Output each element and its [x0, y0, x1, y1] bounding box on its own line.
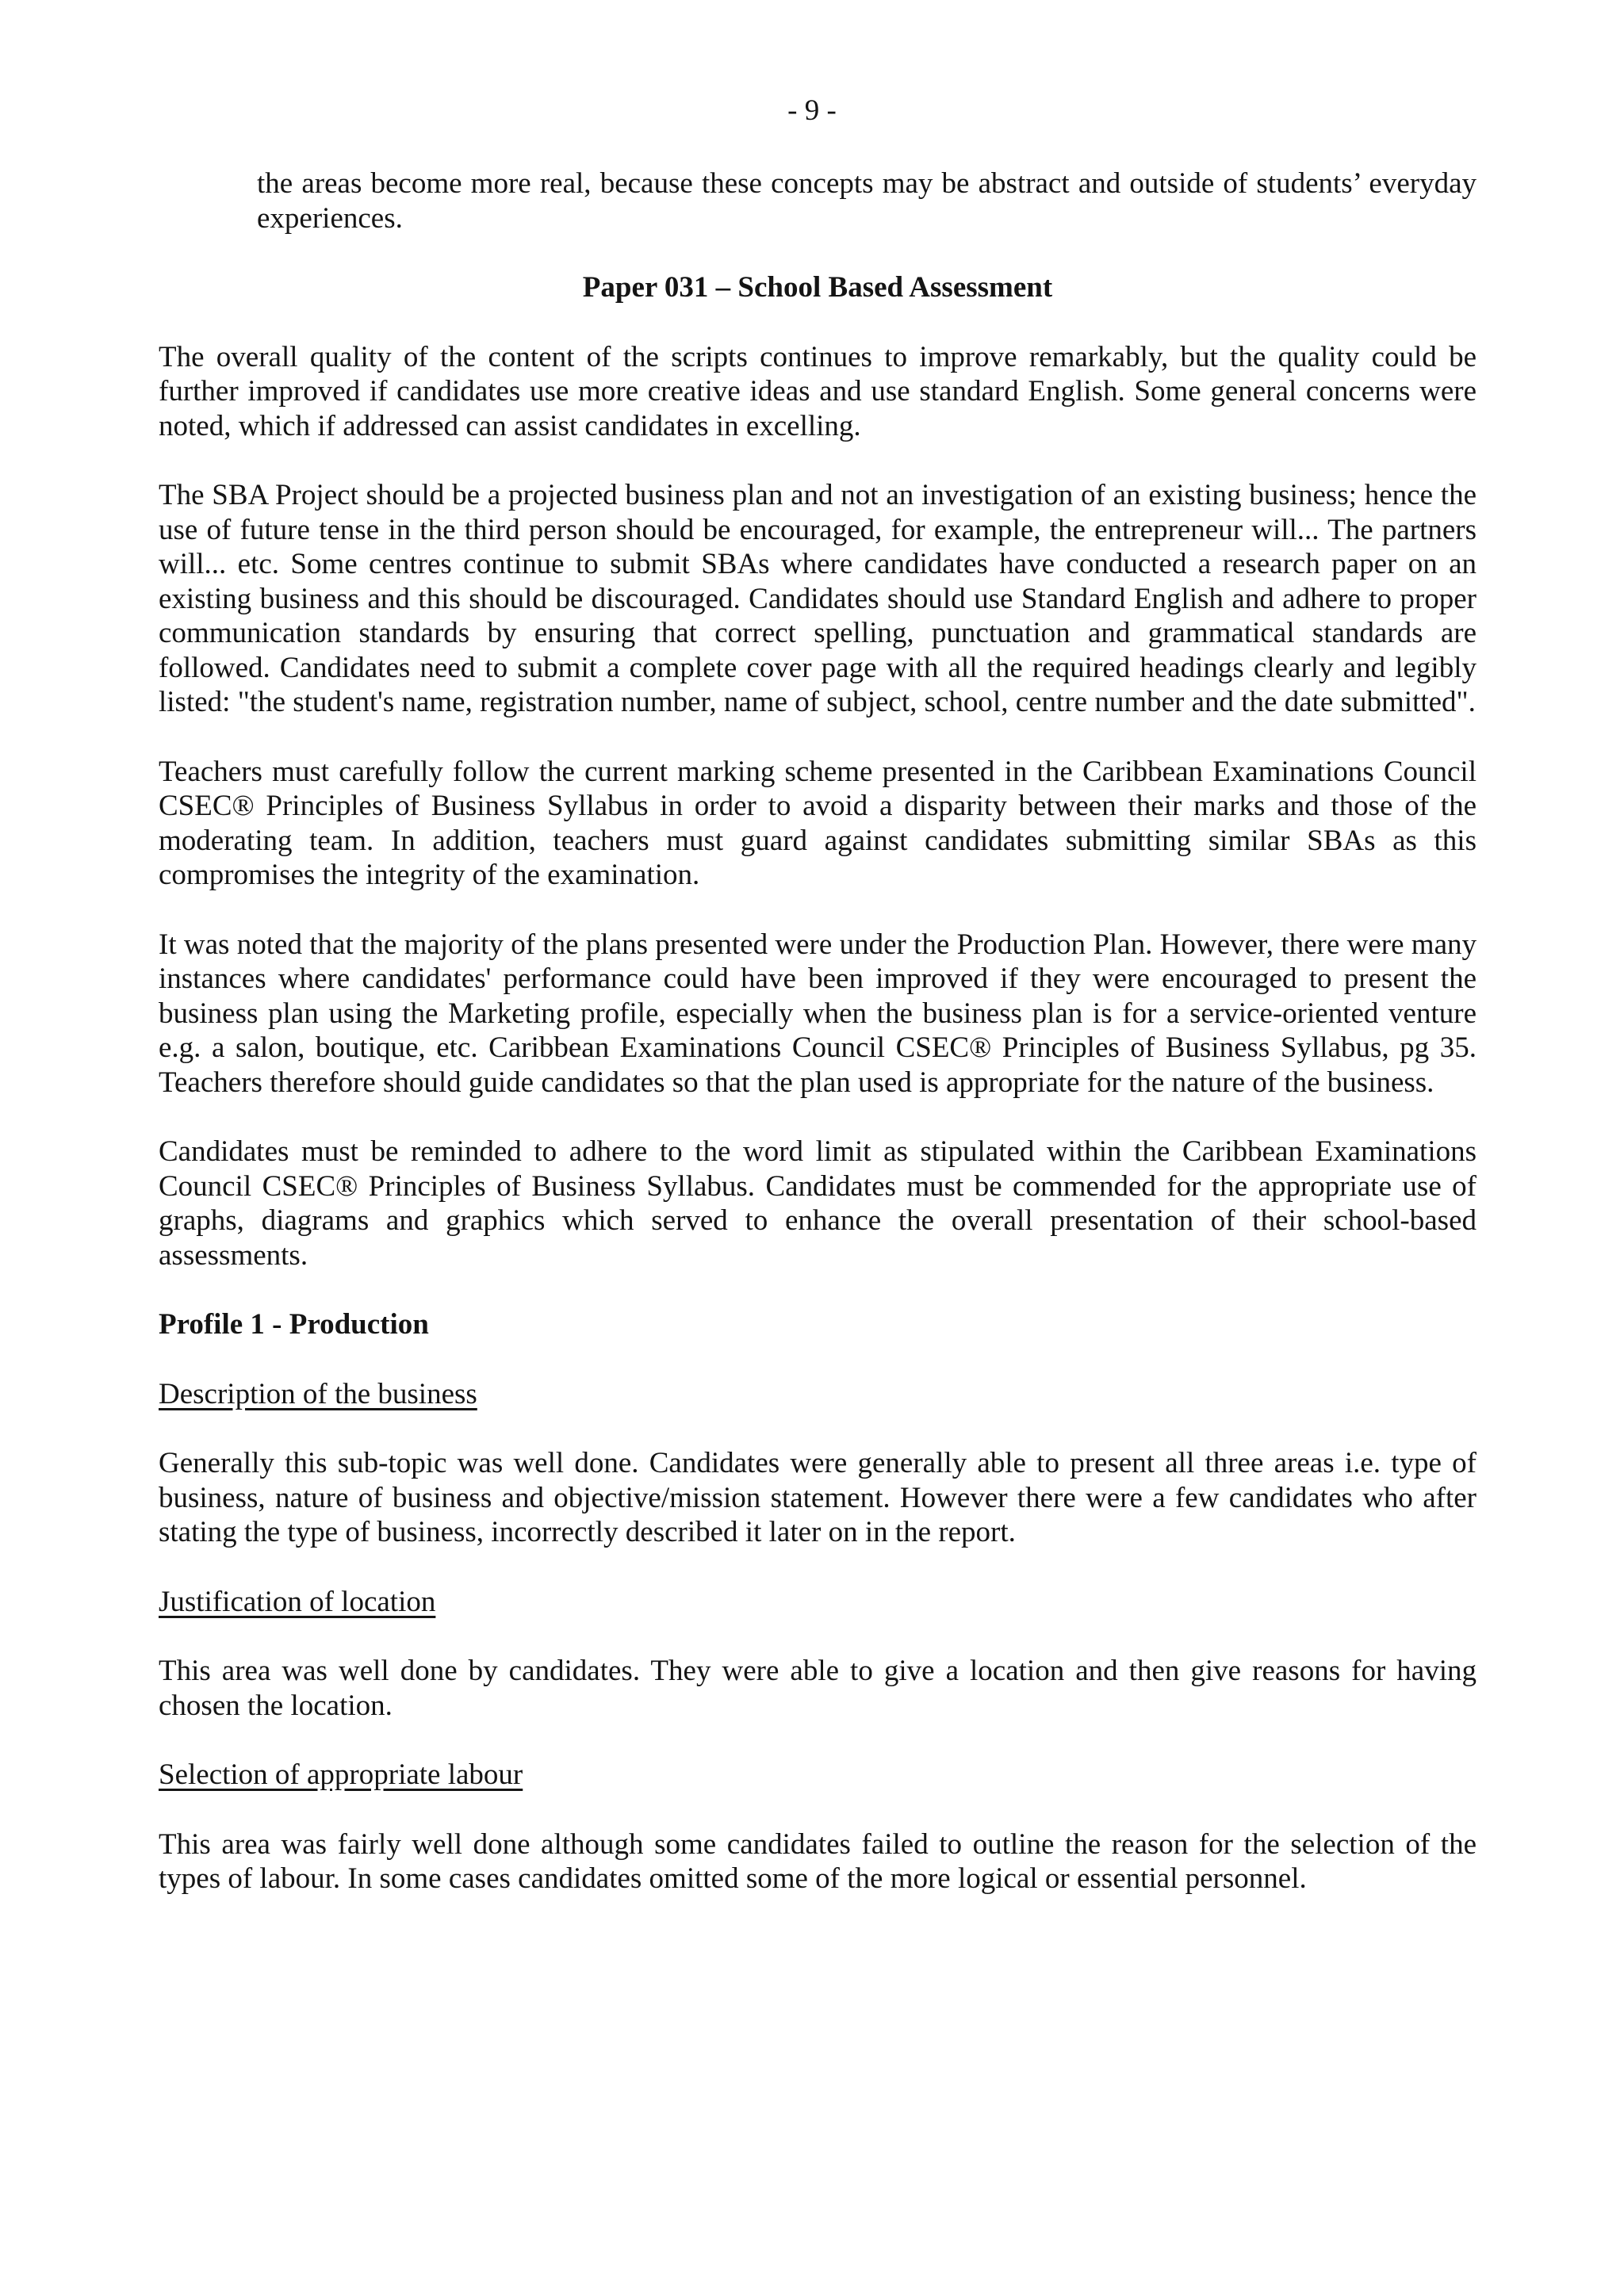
subsection-heading-location: Justification of location: [159, 1585, 436, 1618]
subsection-heading-description: Description of the business: [159, 1377, 477, 1410]
page-content: [159, 166, 1477, 1931]
section-paragraph: The SBA Project should be a projected business plan and not an investigation of an existing business; hence the use of future tense in the third person should be encouraged, for example, the entrepreneur will... The partners will... etc. Some centres continue to submit SBAs where candidates have conducted a research paper on an existing business and this should be discouraged. Candidates should use Standard English and adhere to proper communication standards by ensuring that correct spelling, punctuation and grammatical standards are followed. Candidates need to submit a complete cover page with all the required headings clearly and legibly listed: "the student's name, registration number, name of subject, school, centre number and the date submitted".: [159, 479, 1477, 718]
intro-continuation-paragraph: the areas become more real, because these concepts may be abstract and outside of students’ everyday experiences.: [257, 167, 1477, 235]
subsection-text-labour: This area was fairly well done although some candidates failed to outline the reason for the selection of the types of labour. In some cases candidates omitted some of the more logical or essential personnel.: [159, 1827, 1477, 1895]
section-paragraph: Candidates must be reminded to adhere to the word limit as stipulated within the Caribbean Examinations Council CSEC® Principles of Business Syllabus. Candidates must be commended for the appropriate use of graphs, diagrams and graphics which served to enhance the overall presentation of their school-based assessments.: [159, 1135, 1477, 1272]
subsection-text-description: Generally this sub-topic was well done. Candidates were generally able to present all three areas i.e. type of business, nature of business and objective/mission statement. However there were a few candidates who after stating the type of business, incorrectly described it later on in the report.: [159, 1447, 1477, 1548]
subsection-heading-labour: Selection of appropriate labour: [159, 1758, 523, 1791]
section-title: Paper 031 – School Based Assessment: [582, 271, 1053, 304]
section-paragraph: It was noted that the majority of the plans presented were under the Production Plan. However, there were many instances where candidates' performance could have been improved if they were encouraged to present the business plan using the Marketing profile, especially when the business plan is for a service-oriented venture e.g. a salon, boutique, etc. Caribbean Examinations Council CSEC® Principles of Business Syllabus, pg 35. Teachers therefore should guide candidates so that the plan used is appropriate for the nature of the business.: [159, 928, 1477, 1099]
section-paragraph: The overall quality of the content of the scripts continues to improve remarkably, but the quality could be further improved if candidates use more creative ideas and use standard English. Some general concerns were noted, which if addressed can assist candidates in excelling.: [159, 340, 1477, 442]
subsection-text-location: This area was well done by candidates. They were able to give a location and then give reasons for having chosen the location.: [159, 1655, 1477, 1722]
page-number: - 9 -: [787, 94, 837, 127]
profile-title: Profile 1 - Production: [159, 1308, 429, 1341]
section-paragraph: Teachers must carefully follow the current marking scheme presented in the Caribbean Examinations Council CSEC® Principles of Business Syllabus in order to avoid a disparity between their marks and those of the moderating team. In addition, teachers must guard against candidates submitting similar SBAs as this compromises the integrity of the examination.: [159, 755, 1477, 891]
